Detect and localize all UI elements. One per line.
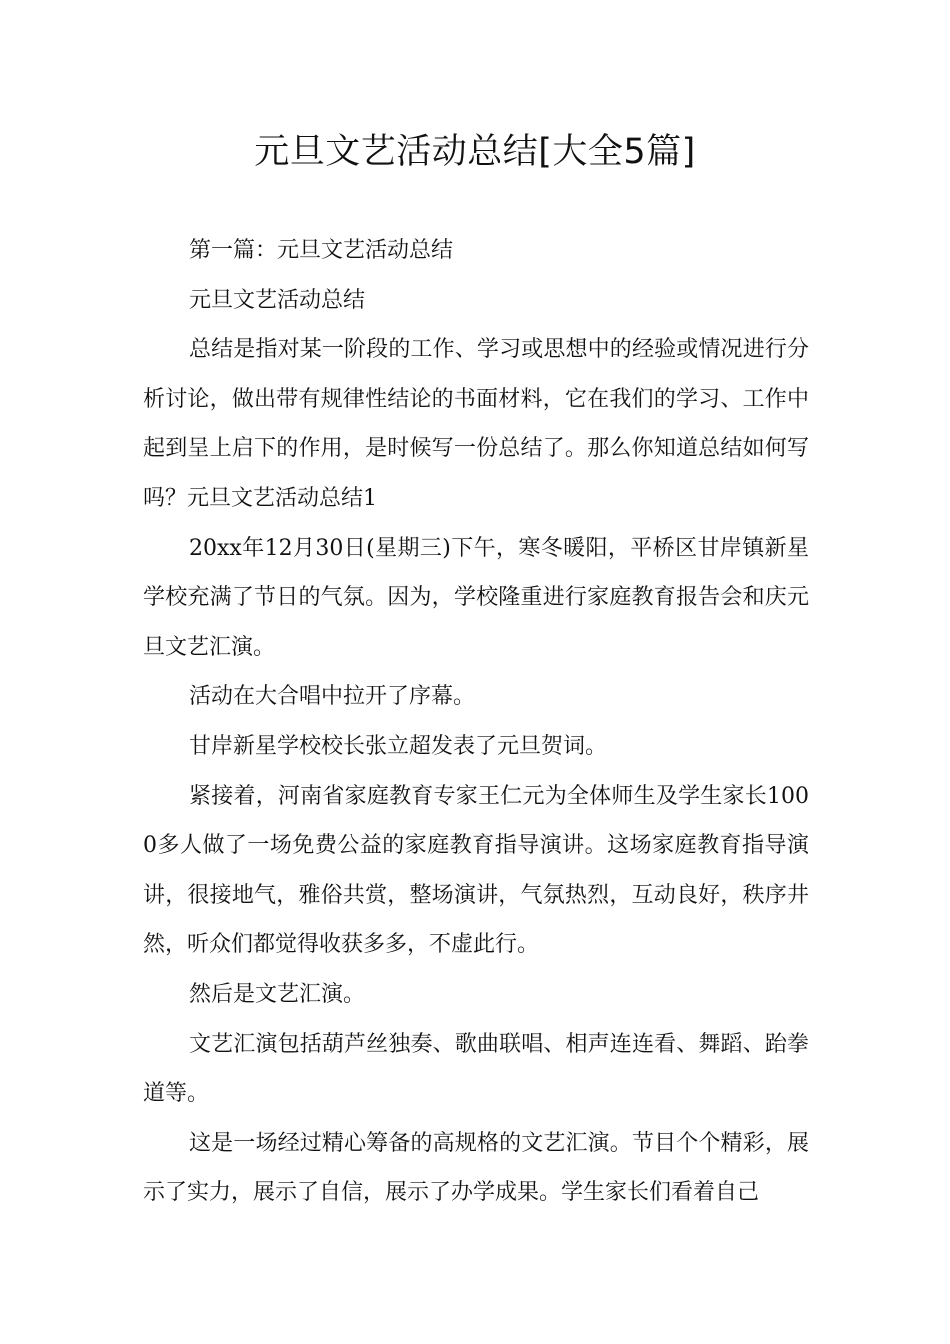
section-heading: 第一篇：元旦文艺活动总结: [189, 238, 454, 263]
document-title: 元旦文艺活动总结[大全5篇]: [254, 132, 696, 172]
paragraph-performance: 然后是文艺汇演。: [189, 981, 366, 1007]
paragraph-greeting: 甘岸新星学校校长张立超发表了元旦贺词。: [189, 733, 608, 759]
paragraph-program-list: 文艺汇演包括葫芦丝独奏、歌曲联唱、相声连连看、舞蹈、跆拳道等。: [143, 1031, 809, 1107]
paragraph-lecture: 紧接着，河南省家庭教育专家王仁元为全体师生及学生家长1000多人做了一场免费公益的家庭教育指导演讲。这场家庭教育指导演讲，很接地气，雅俗共赏，整场演讲，气氛热烈，互动良好，秩序井然，听众们都觉得收获多多，不虚此行。: [143, 783, 809, 958]
paragraph-summary: 这是一场经过精心筹备的高规格的文艺汇演。节目个个精彩，展示了实力，展示了自信，展示了办学成果。学生家长们看着自己: [143, 1130, 809, 1206]
paragraph-event-date: 20xx年12月30日(星期三)下午，寒冬暖阳，平桥区甘岸镇新星学校充满了节日的气氛。因为，学校隆重进行家庭教育报告会和庆元旦文艺汇演。: [143, 535, 809, 660]
document-body: [143, 226, 809, 1218]
paragraph-intro: 总结是指对某一阶段的工作、学习或思想中的经验或情况进行分析讨论，做出带有规律性结论的书面材料，它在我们的学习、工作中起到呈上启下的作用，是时候写一份总结了。那么你知道总结如何写吗？元旦文艺活动总结1: [143, 337, 809, 511]
paragraph-opening: 活动在大合唱中拉开了序幕。: [189, 684, 476, 710]
subheading: 元旦文艺活动总结: [189, 287, 366, 313]
